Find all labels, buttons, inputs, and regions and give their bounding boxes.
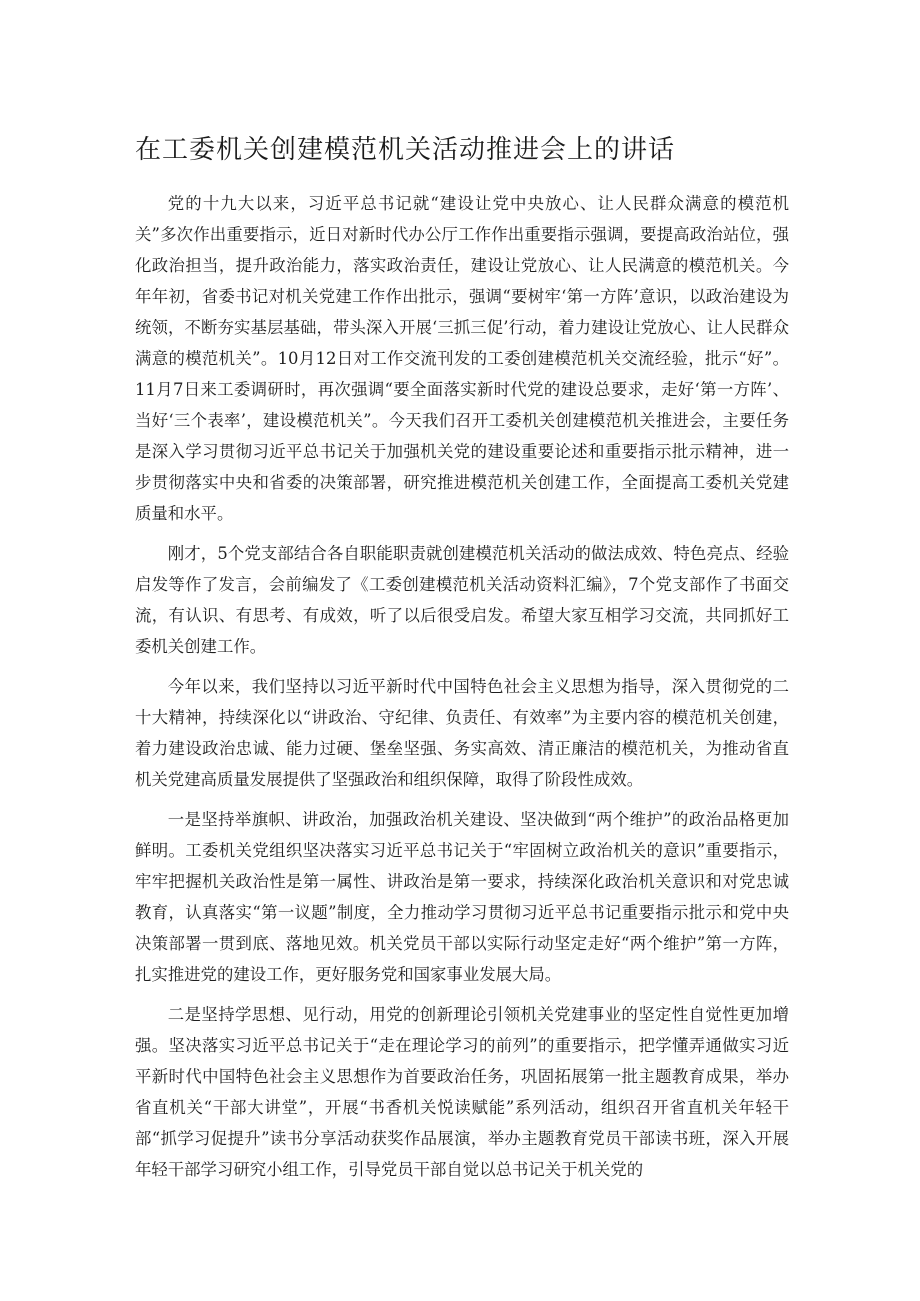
document-body bbox=[135, 188, 789, 1194]
paragraph-4: 一是坚持举旗帜、讲政治，加强政治机关建设、坚决做到“两个维护”的政治品格更加鲜明。工委机关党组织坚决落实习近平总书记关于“牢固树立政治机关的意识”重要指示，牢牢把握机关政治性是第一属性、讲政治是第一要求，持续深化政治机关意识和对党忠诚教育，认真落实“第一议题”制度，全力推动学习贯彻习近平总书记重要指示批示和党中央决策部署一贯到底、落地见效。机关党员干部以实际行动坚定走好“两个维护”第一方阵，扎实推进党的建设工作，更好服务党和国家事业发展大局。 bbox=[135, 810, 789, 984]
paragraph-3: 今年以来，我们坚持以习近平新时代中国特色社会主义思想为指导，深入贯彻党的二十大精神，持续深化以“讲政治、守纪律、负责任、有效率”为主要内容的模范机关创建，着力建设政治忠诚、能力过硬、堡垒坚强、务实高效、清正廉洁的模范机关，为推动省直机关党建高质量发展提供了坚强政治和组织保障，取得了阶段性成效。 bbox=[135, 677, 789, 789]
paragraph-5: 二是坚持学思想、见行动，用党的创新理论引领机关党建事业的坚定性自觉性更加增强。坚决落实习近平总书记关于“走在理论学习的前列”的重要指示，把学懂弄通做实习近平新时代中国特色社会主义思想作为首要政治任务，巩固拓展第一批主题教育成果，举办省直机关“干部大讲堂”，开展“书香机关悦读赋能”系列活动，组织召开省直机关年轻干部“抓学习促提升”读书分享活动获奖作品展演，举办主题教育党员干部读书班，深入开展年轻干部学习研究小组工作，引导党员干部自觉以总书记关于机关党的 bbox=[135, 1005, 789, 1179]
paragraph-2: 刚才，5个党支部结合各自职能职责就创建模范机关活动的做法成效、特色亮点、经验启发等作了发言，会前编发了《工委创建模范机关活动资料汇编》，7个党支部作了书面交流，有认识、有思考、有成效，听了以后很受启发。希望大家互相学习交流，共同抓好工委机关创建工作。 bbox=[135, 544, 789, 656]
paragraph-1: 党的十九大以来，习近平总书记就“建设让党中央放心、让人民群众满意的模范机关”多次作出重要指示，近日对新时代办公厅工作作出重要指示强调，要提高政治站位，强化政治担当，提升政治能力，落实政治责任，建设让党放心、让人民满意的模范机关。今年年初，省委书记对机关党建工作作出批示，强调“要树牢‘第一方阵’意识，以政治建设为统领，不断夯实基层基础，带头深入开展‘三抓三促’行动，着力建设让党放心、让人民群众满意的模范机关”。10月12日对工作交流刊发的工委创建模范机关交流经验，批示“好”。11月7日来工委调研时，再次强调“要全面落实新时代党的建设总要求，走好‘第一方阵’、当好‘三个表率’，建设模范机关”。今天我们召开工委机关创建模范机关推进会，主要任务是深入学习贯彻习近平总书记关于加强机关党的建设重要论述和重要指示批示精神，进一步贯彻落实中央和省委的决策部署，研究推进模范机关创建工作，全面提高工委机关党建质量和水平。 bbox=[135, 194, 789, 523]
document-title: 在工委机关创建模范机关活动推进会上的讲话 bbox=[135, 135, 676, 165]
